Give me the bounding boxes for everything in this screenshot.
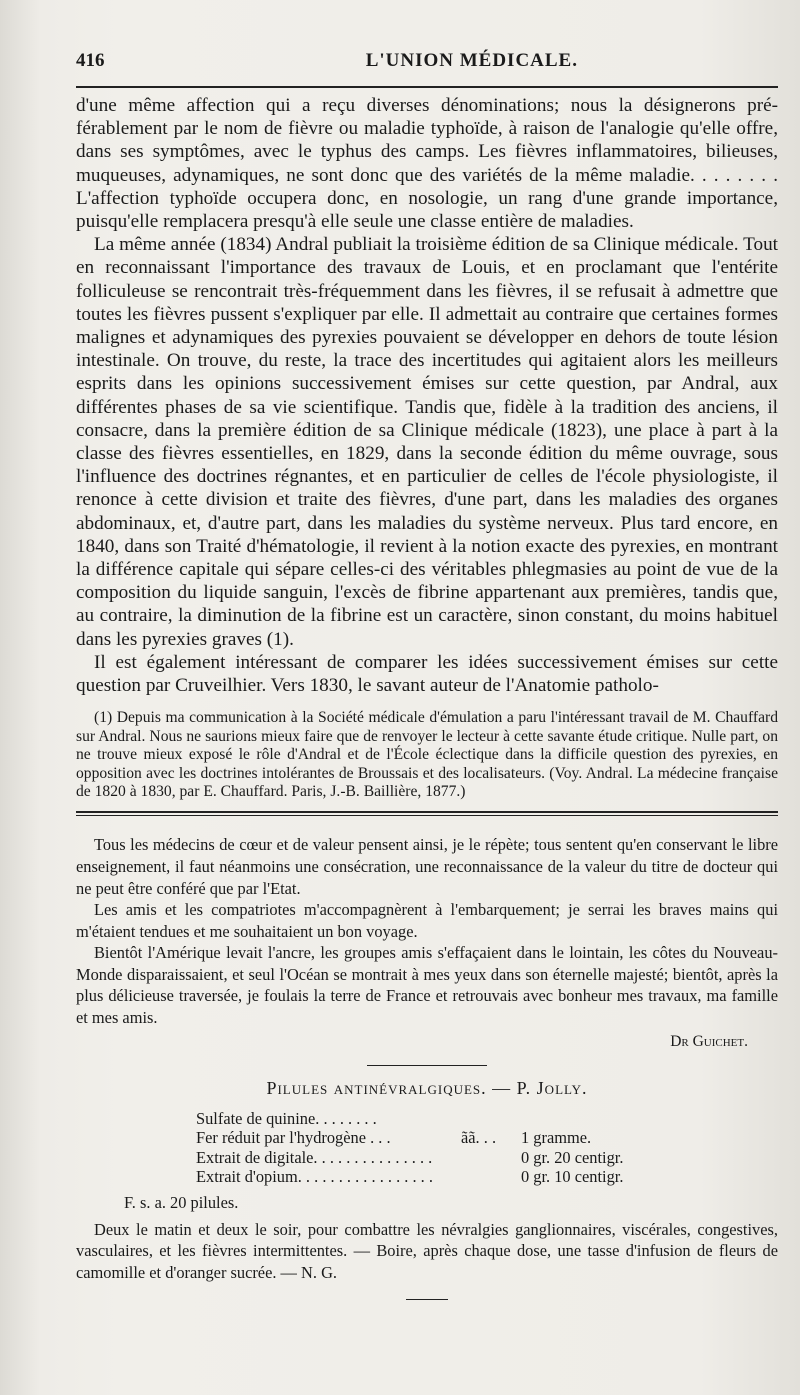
footnote: (1) Depuis ma communication à la Société médicale d'émulation a paru l'intéressant travail de M. Chauffard sur Andral. Nous ne saurions mieux faire que de renvoyer le lecteur à cette savante étude critique. Nulle part, on ne trouve mieux exposé le rôle d'Andral et de l'École éclectique dans la difficile question des pyrexies, en opposition avec les doctrines intolérantes de Broussais et des localisateurs. (Voy. Andral. La médecine française de 1820 à 1830, par E. Chauffard. Paris, J.-B. Baillière, 1877.) — [76, 709, 778, 800]
recipe-instructions: Deux le matin et deux le soir, pour combattre les névralgies ganglionnaires, viscérales, congestives, vasculaires, et les fièvres intermittentes. — Boire, après chaque dose, une tasse d'infusion de fleurs de camomille et d'oranger sucrée. — N. G. — [76, 1219, 778, 1282]
paragraph-2: La même année (1834) Andral publiait la troisième édition de sa Clinique médicale. Tout en reconnaissant l'importance des travaux de Louis, et en proclamant que l'entérite folliculeuse se rencontrait très-fréquemment dans les fièvres, il se refusait à admettre que toutes les fièvres pussent s'expliquer par elle. Il admettait au contraire que certaines formes malignes et adynamiques des pyrexies pouvaient se développer en dehors de toute lésion intestinale. On trouve, du reste, la trace des incertitudes qui agitaient alors les meilleurs esprits dans les opinions successivement émises sur cette question, par Andral, aux différentes phases de sa vie scientifique. Tandis que, fidèle à la tradition des anciens, il consacre, dans la première édition de sa Clinique médicale (1823), une place à part à la classe des fièvres essentielles, en 1829, dans la seconde édition du même ouvrage, sous l'influence des doctrines régnantes, et en particulier de celles de l'école physiologiste, il renonce à cette division et traite des fièvres, d'une part, dans les maladies des organes abdominaux, et, d'autre part, dans les maladies du système nerveux. Plus tard encore, en 1840, dans son Traité d'hématologie, il revient à la notion exacte des pyrexies, en montrant la différence capitale qui sépare celles-ci des véritables phlegmasies au point de vue de la composition du liquide sanguin, l'excès de fibrine appartenant aux premières, tandis que, au contraire, la diminution de la fibrine est un caractère, sinon constant, du moins habituel dans les pyrexies graves (1). — [76, 234, 778, 650]
end-rule — [406, 1299, 448, 1300]
signature: Dr Guichet. — [670, 1032, 748, 1050]
recipe-row: Fer réduit par l'hydrogène . . . ãã. . . 1 gramme. — [196, 1128, 592, 1148]
recipe-title: Pilules antinévralgiques. — P. Jolly. — [266, 1077, 588, 1098]
section-rule — [76, 811, 778, 813]
page-number: 416 — [76, 50, 105, 71]
page-header — [76, 50, 778, 82]
recipe-row: Sulfate de quinine. . . . . . . . — [196, 1108, 377, 1128]
section-rule-thin — [76, 815, 778, 816]
recipe-row: Extrait d'opium. . . . . . . . . . . . . . . . . 0 gr. 10 centigr. — [196, 1167, 624, 1187]
short-rule — [367, 1065, 487, 1066]
paragraph-3: Il est également intéressant de comparer les idées successivement émises sur cette question par Cruveilhier. Vers 1830, le savant auteur de l'Anatomie patholo- — [76, 651, 778, 697]
header-rule — [76, 86, 778, 88]
letter-paragraph-1: Tous les médecins de cœur et de valeur pensent ainsi, je le répète; tous sentent qu'en conservant le libre enseignement, il faut néanmoins une consécration, une reconnaissance de la valeur du titre de docteur qui ne peut être conféré que par l'Etat. — [76, 835, 778, 898]
journal-title: L'UNION MÉDICALE. — [365, 50, 578, 71]
recipe-row: Extrait de digitale. . . . . . . . . . . . . . . 0 gr. 20 centigr. — [196, 1147, 624, 1167]
recipe-fsa: F. s. a. 20 pilules. — [124, 1192, 239, 1212]
letter-paragraph-2: Les amis et les compatriotes m'accompagnèrent à l'embarquement; je serrai les braves mains qui m'étaient tendues et me souhaitaient un bon voyage. — [76, 900, 778, 941]
paragraph-1: d'une même affection qui a reçu diverses dénominations; nous la désignerons préférablement par le nom de fièvre ou maladie typhoïde, à raison de l'analogie qu'elle offre, dans ses symptômes, avec le typhus des camps. Les fièvres inflammatoires, bilieuses, muqueuses, adynamiques, ne sont donc que des variétés de la même maladie. . . . . . . . L'affection typhoïde occupera donc, en nosologie, un rang d'une grande importance, puisqu'elle remplacera presqu'à elle seule une classe entière de maladies. — [76, 95, 778, 233]
letter-paragraph-3: Bientôt l'Amérique levait l'ancre, les groupes amis s'effaçaient dans le lointain, les côtes du Nouveau-Monde disparaissaient, et seul l'Océan se montrait à mes yeux dans son éternelle majesté; bientôt, après la plus délicieuse traversée, je foulais la terre de France et retrouvais avec bonheur mes travaux, ma famille et mes amis. — [76, 943, 778, 1028]
recipe-table — [196, 1109, 778, 1187]
